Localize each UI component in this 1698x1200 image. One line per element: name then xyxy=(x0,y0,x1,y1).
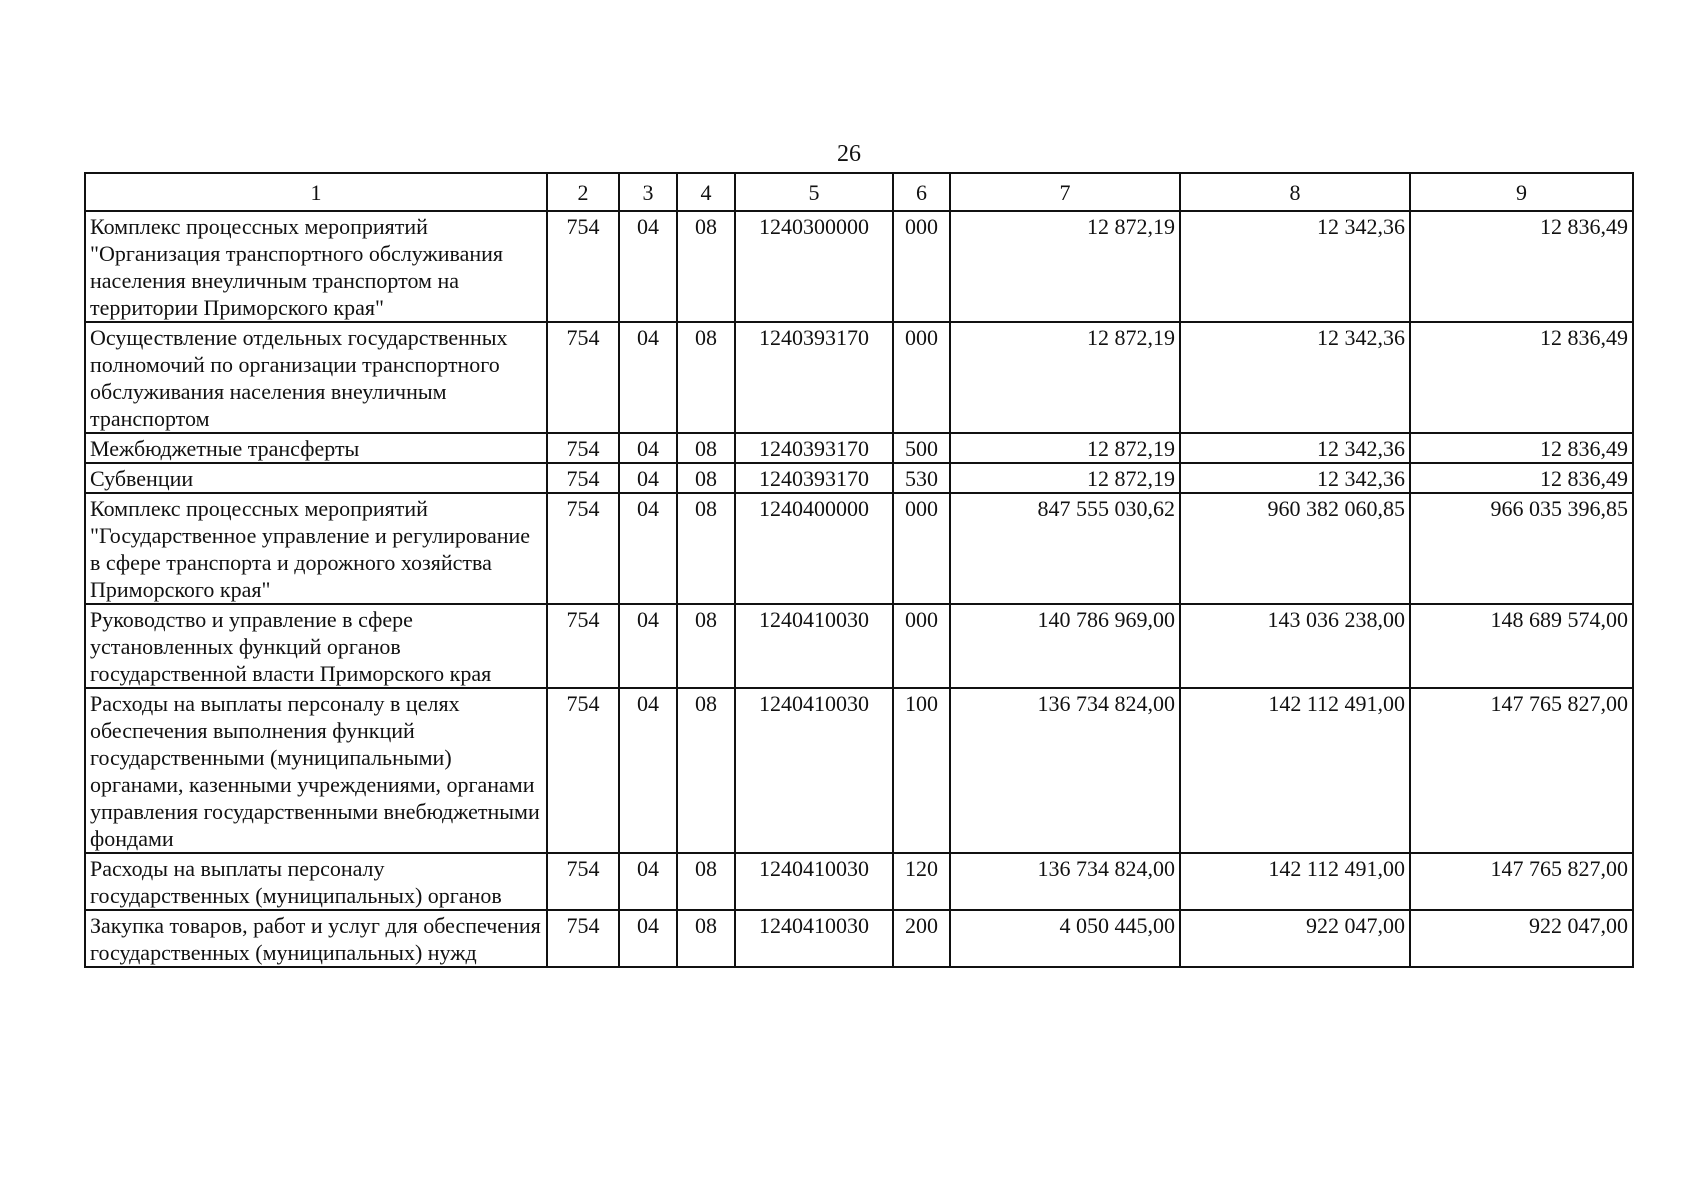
row-amount-9: 922 047,00 xyxy=(1410,910,1633,967)
row-code-5: 1240393170 xyxy=(735,433,893,463)
row-name: Комплекс процессных мероприятий "Организация транспортного обслуживания населения внеуличным транспортом на территории Приморского края" xyxy=(85,211,547,322)
row-code-5: 1240300000 xyxy=(735,211,893,322)
table-row xyxy=(85,322,1633,433)
row-amount-7: 136 734 824,00 xyxy=(950,853,1180,910)
row-amount-9: 966 035 396,85 xyxy=(1410,493,1633,604)
row-amount-8: 143 036 238,00 xyxy=(1180,604,1410,688)
row-name: Субвенции xyxy=(85,463,547,493)
column-header: 1 xyxy=(85,173,547,211)
row-code-5: 1240410030 xyxy=(735,853,893,910)
row-amount-8: 12 342,36 xyxy=(1180,463,1410,493)
row-name: Комплекс процессных мероприятий "Государственное управление и регулирование в сфере транспорта и дорожного хозяйства Приморского края" xyxy=(85,493,547,604)
column-header: 7 xyxy=(950,173,1180,211)
row-amount-9: 12 836,49 xyxy=(1410,211,1633,322)
row-code-5: 1240393170 xyxy=(735,463,893,493)
row-amount-8: 12 342,36 xyxy=(1180,322,1410,433)
row-amount-9: 12 836,49 xyxy=(1410,463,1633,493)
row-code-3: 04 xyxy=(619,853,677,910)
row-amount-7: 12 872,19 xyxy=(950,433,1180,463)
row-amount-7: 12 872,19 xyxy=(950,463,1180,493)
column-header: 4 xyxy=(677,173,735,211)
row-code-4: 08 xyxy=(677,493,735,604)
table-row xyxy=(85,463,1633,493)
row-code-6: 000 xyxy=(893,604,950,688)
row-name: Осуществление отдельных государственных полномочий по организации транспортного обслуживания населения внеуличным транспортом xyxy=(85,322,547,433)
row-code-6: 000 xyxy=(893,322,950,433)
row-code-2: 754 xyxy=(547,604,619,688)
table-row xyxy=(85,433,1633,463)
row-code-2: 754 xyxy=(547,493,619,604)
row-name: Закупка товаров, работ и услуг для обеспечения государственных (муниципальных) нужд xyxy=(85,910,547,967)
row-code-4: 08 xyxy=(677,853,735,910)
row-code-2: 754 xyxy=(547,688,619,853)
row-code-6: 000 xyxy=(893,211,950,322)
row-amount-9: 147 765 827,00 xyxy=(1410,688,1633,853)
table-row xyxy=(85,604,1633,688)
row-amount-8: 922 047,00 xyxy=(1180,910,1410,967)
row-code-6: 100 xyxy=(893,688,950,853)
row-code-2: 754 xyxy=(547,322,619,433)
column-header: 3 xyxy=(619,173,677,211)
row-amount-8: 142 112 491,00 xyxy=(1180,853,1410,910)
row-amount-7: 12 872,19 xyxy=(950,211,1180,322)
row-amount-8: 142 112 491,00 xyxy=(1180,688,1410,853)
row-code-6: 120 xyxy=(893,853,950,910)
row-code-3: 04 xyxy=(619,463,677,493)
row-code-2: 754 xyxy=(547,433,619,463)
row-code-6: 000 xyxy=(893,493,950,604)
row-code-6: 530 xyxy=(893,463,950,493)
row-code-5: 1240393170 xyxy=(735,322,893,433)
row-code-3: 04 xyxy=(619,433,677,463)
row-code-5: 1240410030 xyxy=(735,604,893,688)
row-amount-7: 847 555 030,62 xyxy=(950,493,1180,604)
row-name: Руководство и управление в сфере установленных функций органов государственной власти Приморского края xyxy=(85,604,547,688)
row-name: Межбюджетные трансферты xyxy=(85,433,547,463)
row-code-3: 04 xyxy=(619,493,677,604)
row-amount-8: 12 342,36 xyxy=(1180,211,1410,322)
row-amount-8: 960 382 060,85 xyxy=(1180,493,1410,604)
row-name: Расходы на выплаты персоналу государственных (муниципальных) органов xyxy=(85,853,547,910)
table-row xyxy=(85,688,1633,853)
row-code-4: 08 xyxy=(677,463,735,493)
table-header-row xyxy=(85,173,1633,211)
row-code-3: 04 xyxy=(619,688,677,853)
row-amount-9: 12 836,49 xyxy=(1410,322,1633,433)
row-code-4: 08 xyxy=(677,211,735,322)
column-header: 5 xyxy=(735,173,893,211)
table-row xyxy=(85,853,1633,910)
row-code-2: 754 xyxy=(547,910,619,967)
row-code-3: 04 xyxy=(619,211,677,322)
column-header: 6 xyxy=(893,173,950,211)
row-code-4: 08 xyxy=(677,910,735,967)
row-amount-8: 12 342,36 xyxy=(1180,433,1410,463)
column-header: 8 xyxy=(1180,173,1410,211)
row-code-2: 754 xyxy=(547,853,619,910)
row-code-4: 08 xyxy=(677,604,735,688)
row-code-6: 200 xyxy=(893,910,950,967)
table-row xyxy=(85,211,1633,322)
row-code-4: 08 xyxy=(677,688,735,853)
row-code-3: 04 xyxy=(619,910,677,967)
row-code-5: 1240410030 xyxy=(735,910,893,967)
row-code-5: 1240400000 xyxy=(735,493,893,604)
row-code-2: 754 xyxy=(547,211,619,322)
row-amount-9: 148 689 574,00 xyxy=(1410,604,1633,688)
row-name: Расходы на выплаты персоналу в целях обеспечения выполнения функций государственными (муниципальными) органами, казенными учреждениями, органами управления государственными внебюджетными фондами xyxy=(85,688,547,853)
row-code-3: 04 xyxy=(619,604,677,688)
row-code-2: 754 xyxy=(547,463,619,493)
table-row xyxy=(85,493,1633,604)
row-code-3: 04 xyxy=(619,322,677,433)
row-amount-7: 12 872,19 xyxy=(950,322,1180,433)
budget-table xyxy=(84,172,1634,968)
row-amount-9: 12 836,49 xyxy=(1410,433,1633,463)
column-header: 9 xyxy=(1410,173,1633,211)
row-code-5: 1240410030 xyxy=(735,688,893,853)
column-header: 2 xyxy=(547,173,619,211)
table-row xyxy=(85,910,1633,967)
row-amount-7: 4 050 445,00 xyxy=(950,910,1180,967)
row-code-4: 08 xyxy=(677,322,735,433)
row-amount-7: 140 786 969,00 xyxy=(950,604,1180,688)
page-number: 26 xyxy=(837,141,861,167)
row-amount-9: 147 765 827,00 xyxy=(1410,853,1633,910)
row-amount-7: 136 734 824,00 xyxy=(950,688,1180,853)
row-code-4: 08 xyxy=(677,433,735,463)
row-code-6: 500 xyxy=(893,433,950,463)
